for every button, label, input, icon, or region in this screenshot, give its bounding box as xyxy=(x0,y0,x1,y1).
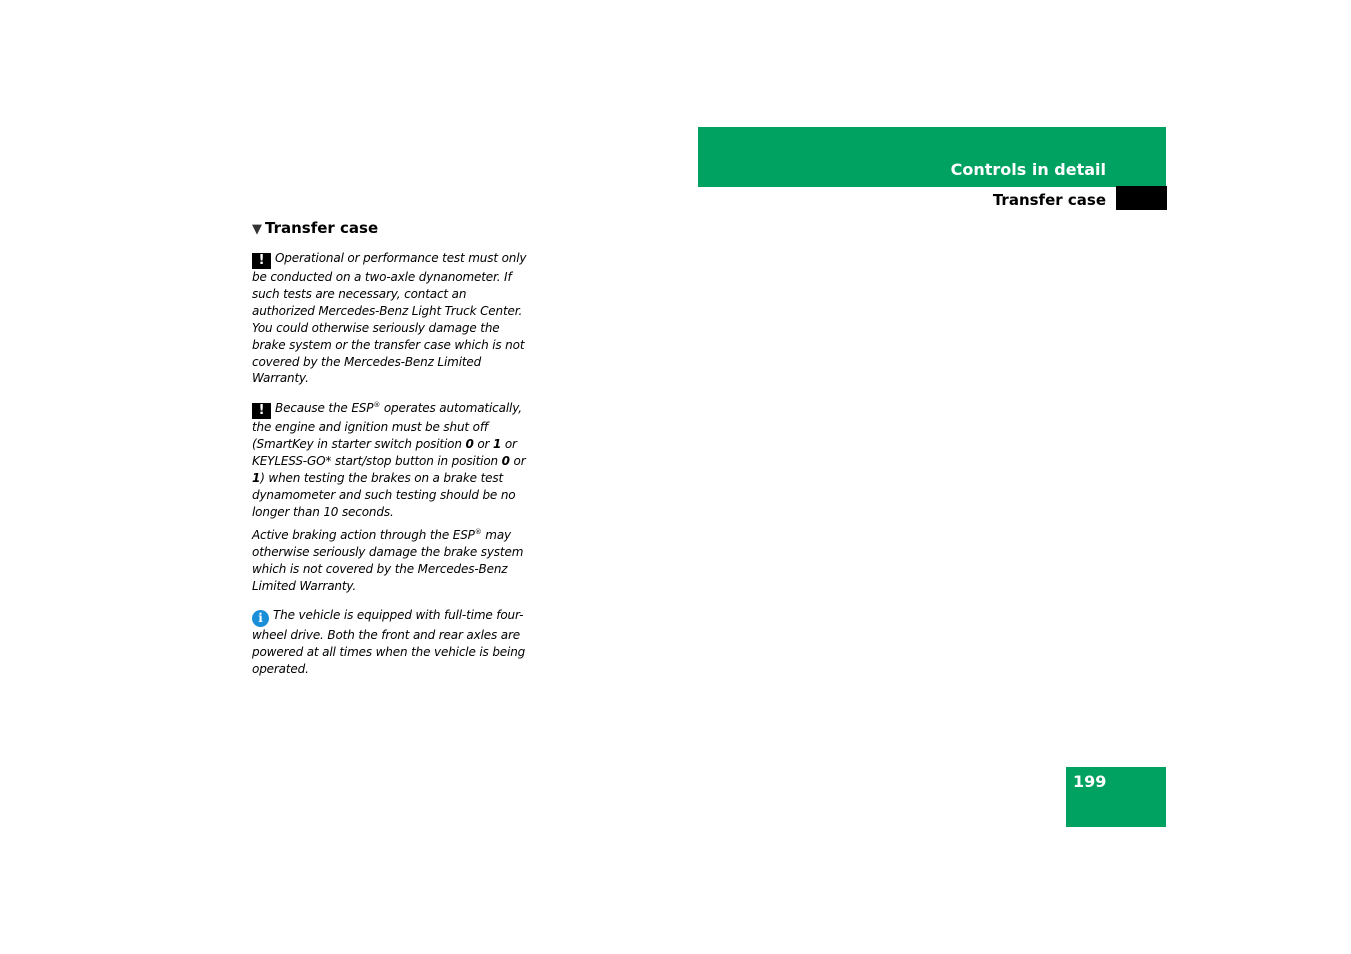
switch-position-0: 0 xyxy=(465,437,474,452)
warning-text: Operational or performance test must only be conducted on a two-axle dynanometer. If such tests are necessary, contact an authorized Mercedes-Benz Light Truck Center. You could otherwise seriously damage the brake system or the transfer case which is not covered by the Mercedes-Benz Limited Warranty. xyxy=(252,251,527,386)
warning-text-part: operates automatically, the engine and ignition must be shut off (SmartKey in starter switch position xyxy=(252,401,522,452)
heading-text: Transfer case xyxy=(265,219,379,237)
chapter-header-band xyxy=(698,127,1166,187)
main-content xyxy=(252,218,528,691)
paragraph-text-part: Active braking action through the ESP xyxy=(252,527,475,542)
warning-icon: ! xyxy=(252,253,271,269)
info-paragraph xyxy=(252,607,528,678)
triangle-down-icon: ▼ xyxy=(252,222,262,237)
warning-paragraph-esp xyxy=(252,400,528,520)
active-braking-paragraph xyxy=(252,527,528,595)
paragraph-text-part: may otherwise seriously damage the brake system which is not covered by the Mercedes-Benz Limited Warranty. xyxy=(252,527,524,593)
section-title: Transfer case xyxy=(992,191,1106,209)
info-text: The vehicle is equipped with full-time four-wheel drive. Both the front and rear axles are powered at all times when the vehicle is being operated. xyxy=(252,608,526,677)
warning-text-part: ) when testing the brakes on a brake test dynamometer and such testing should be no longer than 10 seconds. xyxy=(252,471,516,519)
warning-text-part: or KEYLESS-GO* start/stop button in position xyxy=(252,437,517,469)
section-heading xyxy=(252,218,528,240)
section-tab-marker xyxy=(1116,186,1167,210)
warning-text-part: or xyxy=(509,454,526,469)
chapter-title: Controls in detail xyxy=(950,160,1106,179)
button-position-0: 0 xyxy=(501,454,510,469)
warning-text-part: or xyxy=(473,437,493,452)
warning-paragraph-dynamometer xyxy=(252,250,528,387)
info-icon: i xyxy=(252,610,269,627)
switch-position-1: 1 xyxy=(493,437,502,452)
page-number-box xyxy=(1066,767,1166,827)
registered-mark: ® xyxy=(373,401,381,410)
warning-text-part: Because the ESP xyxy=(275,401,374,416)
registered-mark: ® xyxy=(474,527,482,536)
button-position-1: 1 xyxy=(252,471,261,486)
warning-icon: ! xyxy=(252,403,271,419)
page-number: 199 xyxy=(1073,772,1107,791)
